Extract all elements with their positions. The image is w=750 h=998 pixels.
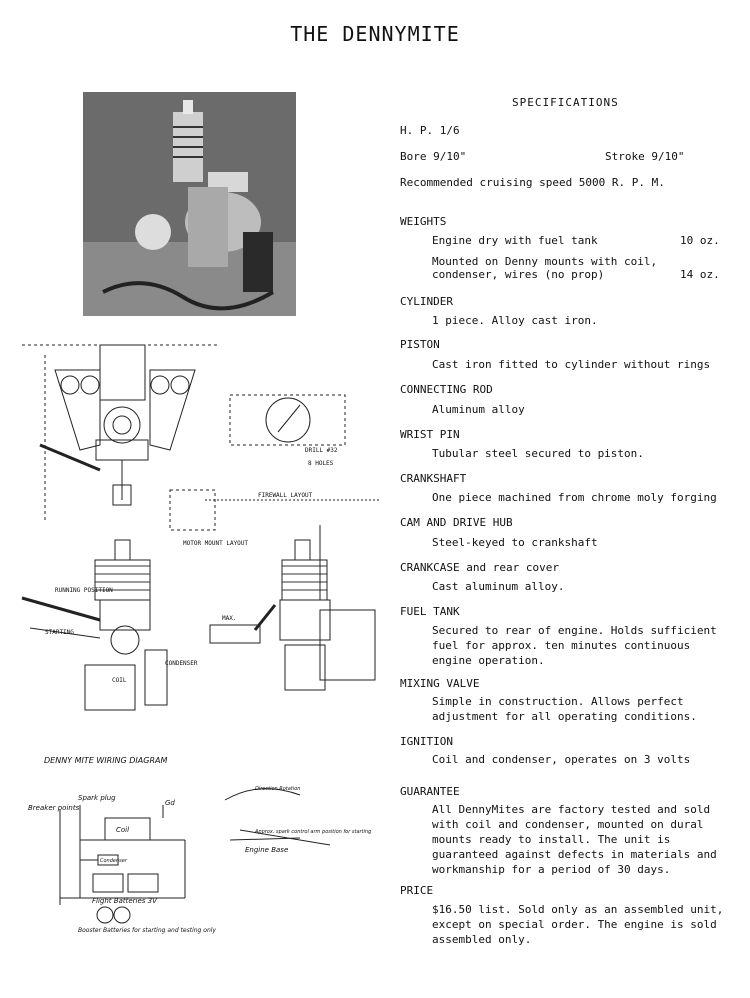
drill-label: DRILL #32 bbox=[305, 447, 338, 454]
flight-label: Flight Batteries 3V bbox=[92, 897, 157, 905]
coil-label: COIL bbox=[112, 677, 127, 684]
booster-label: Booster Batteries for starting and testing only bbox=[78, 927, 216, 934]
weights-line1: Engine dry with fuel tank bbox=[432, 234, 598, 247]
firewall-label: FIREWALL LAYOUT bbox=[258, 492, 313, 499]
ignition-heading: IGNITION bbox=[400, 735, 453, 748]
motor-mount-label: MOTOR MOUNT LAYOUT bbox=[183, 540, 249, 547]
crankcase-text: Cast aluminum alloy. bbox=[432, 580, 565, 593]
price-text: $16.50 list. Sold only as an assembled unit, except on special order. The engine is sold assembled only. bbox=[432, 903, 724, 946]
max-label: MAX. bbox=[222, 615, 237, 622]
wiring-title: DENNY MITE WIRING DIAGRAM bbox=[44, 756, 168, 765]
fueltank-heading: FUEL TANK bbox=[400, 605, 460, 618]
mixing-text: Simple in construction. Allows perfect adjustment for all operating conditions. bbox=[432, 695, 697, 723]
guarantee-text: All DennyMites are factory tested and sold with coil and condenser, mounted on dural mounts ready to install. The unit is guaranteed against defects in materials and workmanship for a period of 30 days. bbox=[432, 803, 717, 876]
running-label: RUNNING POSITION bbox=[55, 587, 113, 594]
crankshaft-heading: CRANKSHAFT bbox=[400, 472, 467, 485]
condenser-label: CONDENSER bbox=[165, 660, 198, 667]
ignition-text: Coil and condenser, operates on 3 volts bbox=[432, 753, 691, 766]
cam-heading: CAM AND DRIVE HUB bbox=[400, 516, 513, 529]
breaker-label: Breaker points bbox=[28, 804, 80, 812]
cruise-line: Recommended cruising speed 5000 R. P. M. bbox=[400, 176, 665, 189]
wristpin-text: Tubular steel secured to piston. bbox=[432, 447, 644, 460]
starting-label: STARTING bbox=[45, 629, 74, 636]
stroke-line: Stroke 9/10" bbox=[605, 150, 685, 163]
coil-box-label: Coil bbox=[116, 826, 130, 834]
wristpin-heading: WRIST PIN bbox=[400, 428, 460, 441]
weights-line2b: condenser, wires (no prop) bbox=[432, 268, 605, 281]
cylinder-text: 1 piece. Alloy cast iron. bbox=[432, 314, 598, 327]
mixing-heading: MIXING VALVE bbox=[400, 677, 480, 690]
gnd-label: Gd bbox=[165, 799, 175, 807]
engine-base-label: Engine Base bbox=[245, 846, 289, 854]
crankcase-heading: CRANKCASE and rear cover bbox=[400, 561, 559, 574]
guarantee-heading: GUARANTEE bbox=[400, 785, 460, 798]
holes-label: 8 HOLES bbox=[308, 460, 334, 467]
specs-heading: SPECIFICATIONS bbox=[512, 96, 619, 109]
page-title: THE DENNYMITE bbox=[290, 22, 460, 46]
weights-heading: WEIGHTS bbox=[400, 215, 447, 228]
weights-line2-val: 14 oz. bbox=[680, 268, 720, 281]
bore-line: Bore 9/10" bbox=[400, 150, 467, 163]
piston-text: Cast iron fitted to cylinder without rings bbox=[432, 358, 711, 371]
condenser-box-label: Condenser bbox=[100, 858, 127, 864]
spark-label: Spark plug bbox=[78, 794, 116, 802]
conrod-heading: CONNECTING ROD bbox=[400, 383, 493, 396]
rotation-label: Direction Rotation bbox=[255, 786, 301, 792]
price-heading: PRICE bbox=[400, 884, 434, 897]
cam-text: Steel-keyed to crankshaft bbox=[432, 536, 598, 549]
piston-heading: PISTON bbox=[400, 338, 440, 351]
approx-label: Approx. spark control arm position for starting bbox=[255, 829, 372, 835]
fueltank-text: Secured to rear of engine. Holds sufficient fuel for approx. ten minutes continuous engine operation. bbox=[432, 624, 717, 667]
conrod-text: Aluminum alloy bbox=[432, 403, 525, 416]
hp-line: H. P. 1/6 bbox=[400, 124, 460, 137]
weights-line1-val: 10 oz. bbox=[680, 234, 720, 247]
cylinder-heading: CYLINDER bbox=[400, 295, 453, 308]
crankshaft-text: One piece machined from chrome moly forging bbox=[432, 491, 717, 504]
weights-line2a: Mounted on Denny mounts with coil, bbox=[432, 255, 658, 268]
